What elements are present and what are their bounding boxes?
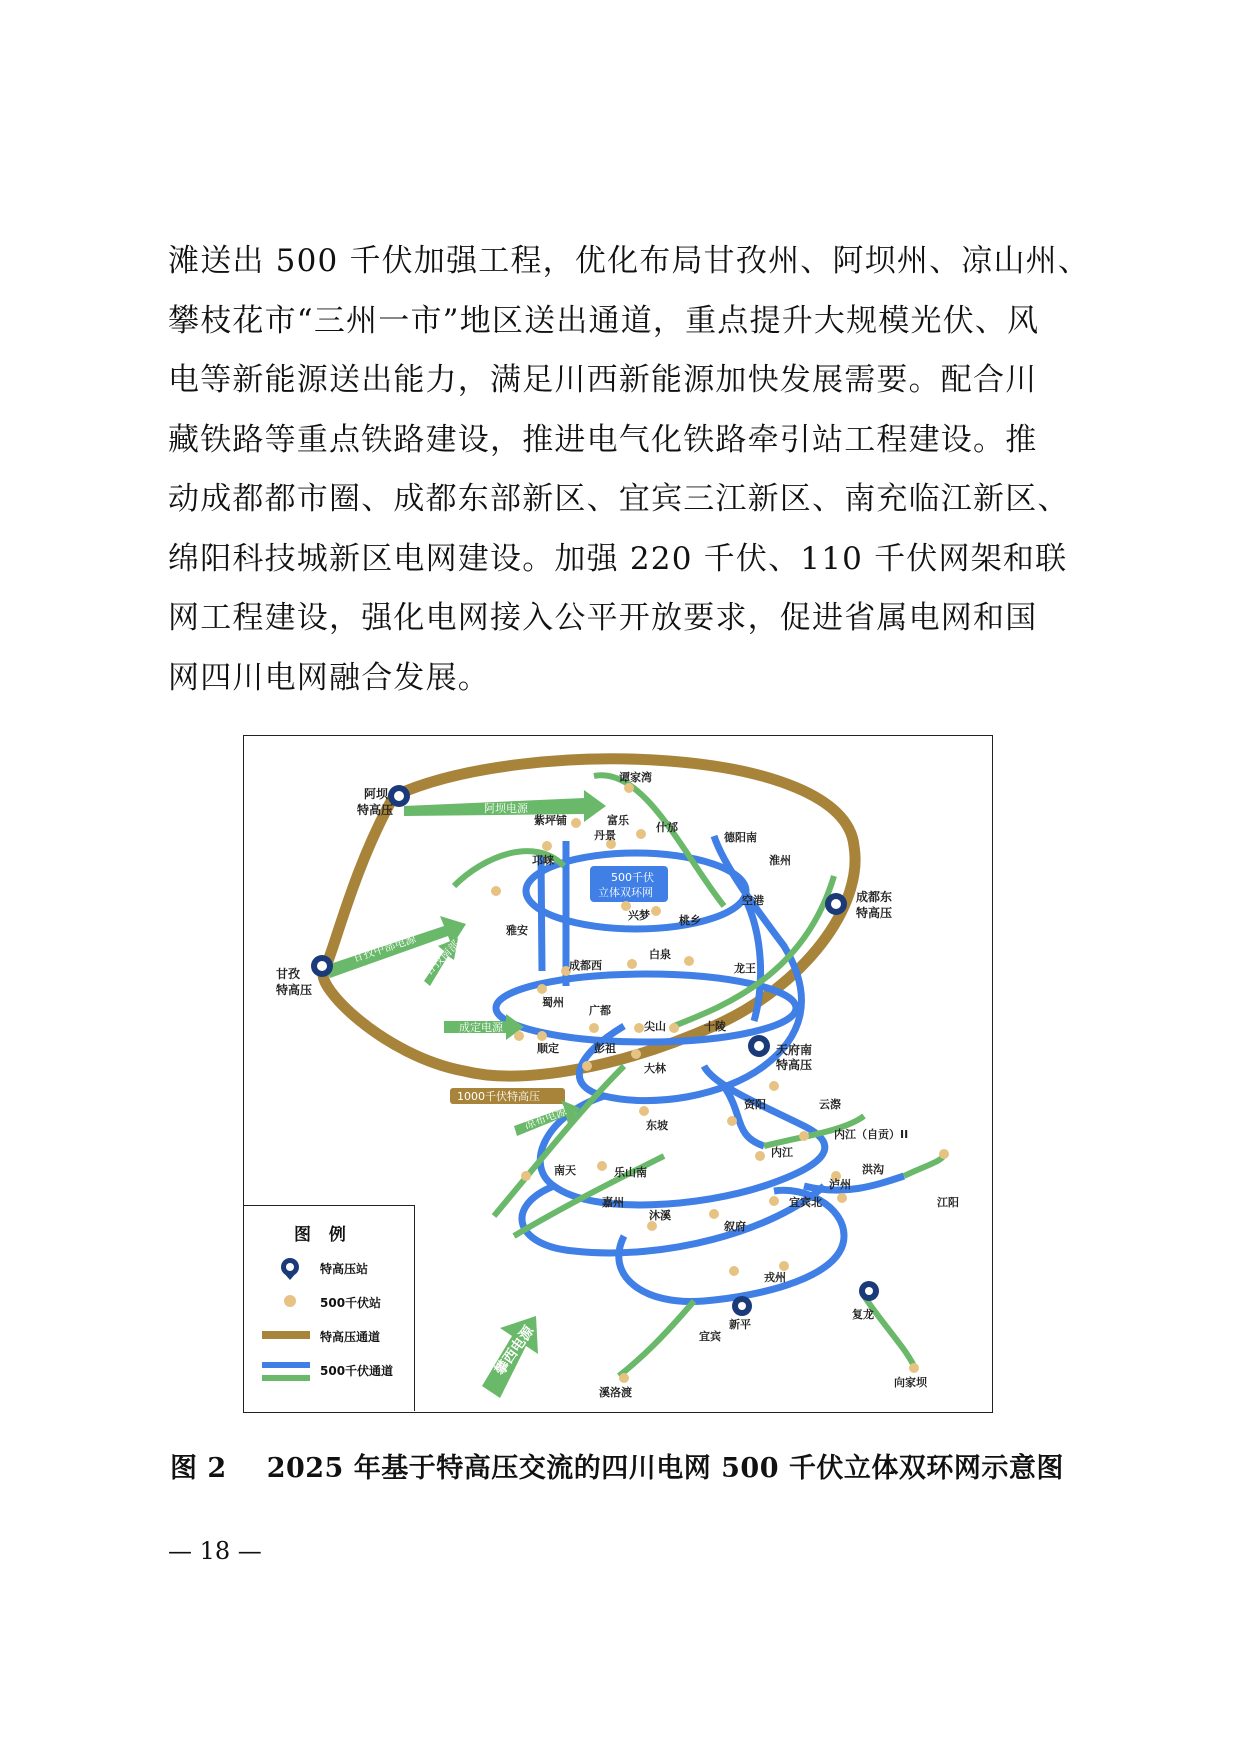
- paragraph-line: 网四川电网融合发展。: [168, 659, 490, 696]
- legend-uhv-station-label: 特高压站: [320, 1262, 369, 1276]
- station-xiangjiaba: 向家坝: [894, 1376, 927, 1389]
- station-yunxiu: 云漈: [819, 1098, 841, 1111]
- station-dongpo: 东坡: [646, 1119, 668, 1132]
- station-fuyue: 富乐: [607, 814, 629, 827]
- station-danjing: 丹景: [594, 829, 616, 842]
- station-deyangnan: 德阳南: [724, 831, 757, 844]
- uhv-channel-icon: [262, 1324, 312, 1348]
- station-dalin: 大林: [644, 1062, 666, 1075]
- uhv-label-tianfunan-2: 特高压: [776, 1058, 813, 1072]
- station-nantian: 南天: [554, 1164, 576, 1177]
- legend-500kv-station-label: 500千伏站: [320, 1296, 382, 1310]
- station-yibinbei: 宜宾北: [789, 1196, 822, 1209]
- legend-500kv-station: [256, 1290, 406, 1314]
- uhv-label-text: 1000千伏特高压: [457, 1090, 540, 1103]
- paragraph-line: 攀枝花市“三州一市”地区送出通道，重点提升大规模光伏、风: [168, 302, 1040, 339]
- station-guangdu: 广都: [589, 1004, 611, 1017]
- blue-connector-upper: [541, 856, 542, 971]
- figure-title: 2025 年基于特高压交流的四川电网 500 千伏立体双环网示意图: [266, 1453, 1064, 1484]
- station-longwang: 龙王: [734, 962, 756, 975]
- station-muxi: 沐溪: [649, 1209, 671, 1222]
- station-shuzhou: 蜀州: [542, 996, 564, 1009]
- uhv-label-chengdudong-1: 成都东: [856, 890, 893, 904]
- station-pengzu: 彭祖: [594, 1042, 616, 1055]
- legend-uhv-channel: [256, 1324, 406, 1348]
- station-500kv-icon: [270, 1290, 310, 1314]
- uhv-station-icon: [270, 1256, 310, 1280]
- uhv-label-aba-1: 阿坝: [364, 787, 389, 801]
- legend-500kv-channel-label: 500千伏通道: [320, 1364, 394, 1378]
- uhv-marker-xinping: [732, 1296, 752, 1316]
- ring-label-line1: 500千伏: [611, 871, 654, 884]
- page-number: — 18 —: [168, 1537, 262, 1565]
- station-jiazhou: 嘉州: [602, 1196, 624, 1209]
- station-xinping: 新平: [729, 1318, 751, 1331]
- arrow-ganzi-central-label: 甘孜中部电源: [350, 932, 418, 965]
- figure-caption: [170, 1446, 1064, 1485]
- legend-title: 图 例: [294, 1225, 352, 1245]
- paragraph-line: 动成都都市圈、成都东部新区、宜宾三江新区、南充临江新区、: [168, 481, 1070, 517]
- station-yaan: 雅安: [506, 924, 528, 937]
- station-neijiang: 内江: [771, 1146, 793, 1159]
- station-leshannan: 乐山南: [614, 1166, 647, 1179]
- paragraph-line: 藏铁路等重点铁路建设，推进电气化铁路牵引站工程建设。推: [168, 421, 1038, 458]
- blue-east-branch: [804, 1176, 904, 1190]
- figure-number: 图 2: [170, 1453, 227, 1484]
- uhv-label-aba-2: 特高压: [357, 803, 394, 817]
- arrow-chengding-power-label: 成定电源: [459, 1021, 503, 1034]
- station-jiangyang: 江阳: [937, 1196, 959, 1209]
- uhv-marker-tianfunan: [748, 1035, 770, 1057]
- station-shifang: 什邡: [656, 821, 678, 834]
- station-kongang: 空港: [742, 894, 764, 907]
- body-paragraph: [168, 232, 1091, 708]
- ring-label-line2: 立体双环网: [598, 886, 653, 899]
- legend-uhv-channel-label: 特高压通道: [320, 1330, 381, 1344]
- channel-500kv-icon: [262, 1358, 312, 1388]
- station-yibin: 宜宾: [699, 1330, 721, 1343]
- uhv-marker-ganzi: [311, 955, 333, 977]
- station-longzhou: 戎州: [764, 1271, 786, 1284]
- arrow-ganzi-south-label: 甘孜南部: [421, 937, 463, 979]
- paragraph-line: 电等新能源送出能力，满足川西新能源加快发展需要。配合川: [168, 362, 1038, 398]
- station-baiju: 白泉: [649, 948, 671, 961]
- station-xufu: 叙府: [724, 1220, 746, 1233]
- station-chengduxi: 成都西: [569, 959, 602, 972]
- station-luzhou: 泸州: [829, 1178, 851, 1191]
- paragraph-line: 滩送出 500 千伏加强工程，优化布局甘孜州、阿坝州、凉山州、: [168, 243, 1091, 279]
- legend-500kv-channel: [256, 1358, 406, 1382]
- uhv-label-ganzi-2: 特高压: [276, 983, 313, 997]
- green-xiangjiaba-line: [864, 1296, 914, 1366]
- uhv-label-chengdudong-2: 特高压: [856, 906, 893, 920]
- station-xiluodu: 溪洛渡: [599, 1386, 632, 1399]
- legend-uhv-station: [256, 1256, 406, 1280]
- station-neijiang-zigong: 内江（自贡）II: [834, 1128, 909, 1141]
- station-huaizhou: 淮州: [769, 854, 791, 867]
- station-xingmeng: 兴梦: [628, 909, 650, 922]
- uhv-marker-fulong: [859, 1281, 879, 1301]
- station-zipingpu: 紫坪铺: [534, 814, 567, 827]
- arrow-panxi-power-label: 攀西电源: [492, 1323, 538, 1379]
- station-shiling: 十陵: [704, 1020, 726, 1033]
- station-taoxiang: 桃乡: [679, 914, 701, 927]
- station-hongguo: 洪沟: [862, 1163, 884, 1176]
- paragraph-line: 绵阳科技城新区电网建设。加强 220 千伏、110 千伏网架和联: [168, 540, 1068, 577]
- station-qionglai: 邛崃: [532, 854, 554, 867]
- legend-box: [244, 1205, 415, 1411]
- station-luding: 顺定: [537, 1042, 559, 1055]
- uhv-label-tianfunan-1: 天府南: [776, 1043, 813, 1057]
- green-jiangyang-line: [904, 1154, 944, 1176]
- uhv-marker-chengdudong: [825, 893, 847, 915]
- station-jianshan: 尖山: [644, 1020, 666, 1033]
- paragraph-line: 网工程建设，强化电网接入公平开放要求，促进省属电网和国: [168, 600, 1038, 636]
- green-xiluodu-line: [619, 1301, 694, 1376]
- arrow-lianghe-power-label: 凉布电源: [522, 1104, 569, 1132]
- station-fulong: 复龙: [852, 1308, 874, 1321]
- uhv-label-ganzi-1: 甘孜: [276, 967, 301, 981]
- arrow-aba-power-label: 阿坝电源: [484, 802, 528, 815]
- station-tanjiawan: 谭家湾: [619, 771, 652, 784]
- station-ziyang: 资阳: [744, 1098, 766, 1111]
